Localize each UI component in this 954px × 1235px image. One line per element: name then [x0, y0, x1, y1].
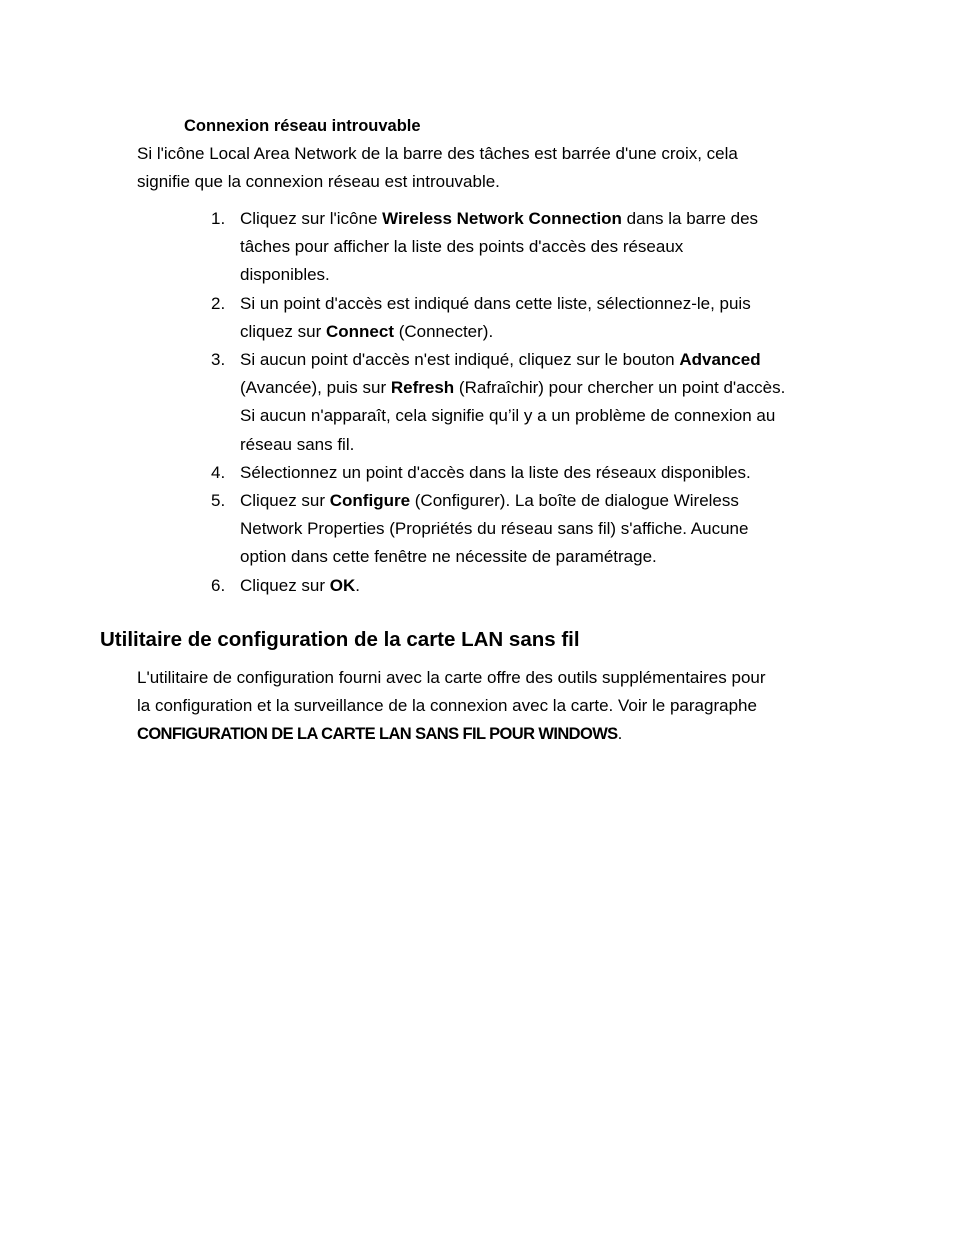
- step-line: Network Properties (Propriétés du réseau sans fil) s'affiche. Aucune: [240, 519, 749, 539]
- step-text-segment: (Avancée), puis sur: [240, 378, 391, 398]
- section-paragraph: [137, 664, 877, 748]
- section-line-end: .: [617, 724, 623, 743]
- subheading-network-not-found: Connexion réseau introuvable: [184, 117, 421, 135]
- wireless-network-connection-term: Wireless Network Connection: [382, 209, 622, 228]
- step-text-segment: .: [355, 575, 360, 595]
- step-text: [240, 487, 860, 572]
- list-item: [0, 205, 954, 290]
- list-item: [0, 487, 954, 572]
- step-number: 2.: [211, 293, 226, 313]
- step-line: tâches pour afficher la liste des points d'accès des réseaux: [240, 237, 684, 257]
- list-item: [0, 346, 954, 459]
- section-heading: Utilitaire de configuration de la carte LAN sans fil: [100, 628, 580, 651]
- section-cross-reference: CONFIGURATION DE LA CARTE LAN SANS FIL POUR WINDOWS: [137, 725, 618, 743]
- step-text: [240, 346, 860, 459]
- step-line: Sélectionnez un point d'accès dans la liste des réseaux disponibles.: [240, 462, 751, 482]
- refresh-term: Refresh: [390, 378, 455, 398]
- step-line: Si aucun n'apparaît, cela signifie qu’il y a un problème de connexion au: [240, 406, 776, 426]
- intro-paragraph: [137, 140, 857, 196]
- step-text: [240, 572, 860, 600]
- step-text-segment: (Rafraîchir) pour chercher un point d'accès.: [454, 378, 786, 398]
- step-line: [240, 205, 860, 233]
- section-line: L'utilitaire de configuration fourni avec la carte offre des outils supplémentaires pour: [137, 668, 766, 687]
- intro-line: signifie que la connexion réseau est introuvable.: [137, 172, 500, 191]
- list-item: [0, 290, 954, 346]
- connect-term: Connect: [325, 321, 394, 341]
- step-number: 5.: [211, 491, 226, 511]
- step-text-segment: cliquez sur: [240, 321, 326, 341]
- step-text-segment: Cliquez sur: [240, 491, 330, 511]
- step-text-segment: dans la barre des: [621, 209, 759, 228]
- step-line: option dans cette fenêtre ne nécessite de paramétrage.: [240, 547, 657, 567]
- list-item: [0, 572, 954, 600]
- advanced-term: Advanced: [679, 350, 761, 370]
- step-number: 1.: [211, 209, 226, 228]
- intro-line: Si l'icône Local Area Network de la barre des tâches est barrée d'une croix, cela: [137, 144, 738, 163]
- step-number: 3.: [211, 350, 226, 370]
- step-line: [240, 374, 860, 402]
- list-item: [0, 459, 954, 487]
- step-line: [240, 572, 860, 600]
- section-line: [137, 720, 877, 748]
- step-text-segment: Si aucun point d'accès n'est indiqué, cliquez sur le bouton: [240, 350, 680, 370]
- step-line: [240, 318, 860, 346]
- step-text: [240, 459, 860, 487]
- step-text-segment: Cliquez sur l'icône: [240, 209, 383, 228]
- ok-term: OK: [329, 575, 356, 595]
- step-text: [240, 290, 860, 346]
- step-text: [240, 205, 860, 290]
- configure-term: Configure: [329, 491, 411, 511]
- step-line: réseau sans fil.: [240, 434, 355, 454]
- step-number: 6.: [211, 575, 226, 595]
- steps-list: [0, 205, 954, 600]
- step-line: Si un point d'accès est indiqué dans cette liste, sélectionnez-le, puis: [240, 293, 751, 313]
- step-line: [240, 487, 860, 515]
- step-text-segment: (Configurer). La boîte de dialogue Wireless: [410, 491, 739, 511]
- step-number: 4.: [211, 462, 226, 482]
- step-line: [240, 346, 860, 374]
- step-text-segment: Cliquez sur: [240, 575, 330, 595]
- step-line: disponibles.: [240, 265, 330, 285]
- section-line: la configuration et la surveillance de la connexion avec la carte. Voir le paragraphe: [137, 696, 757, 715]
- step-text-segment: (Connecter).: [393, 321, 494, 341]
